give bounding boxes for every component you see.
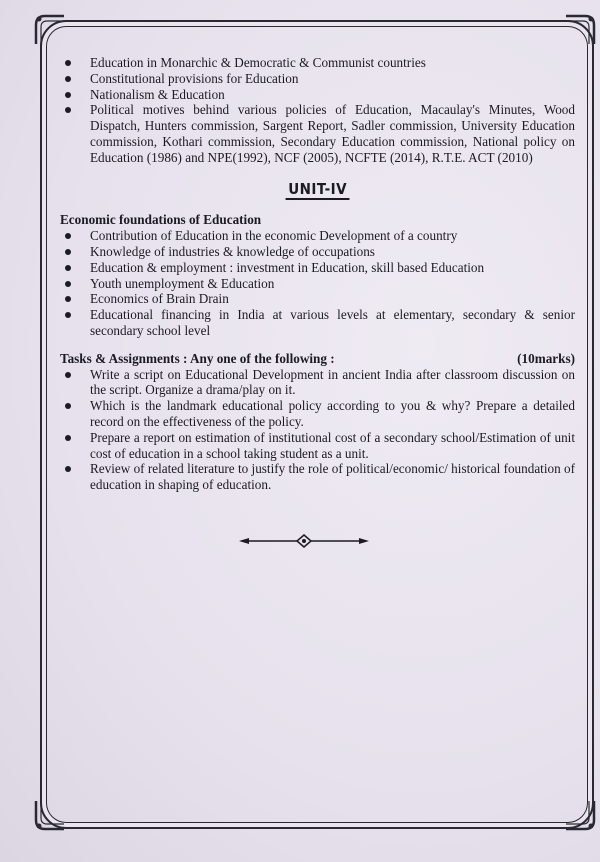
list-item: Educational financing in India at various levels at elementary, secondary & senior secondary school level xyxy=(60,307,575,339)
list-item: Youth unemployment & Education xyxy=(60,276,575,292)
list-item: Education & employment : investment in Education, skill based Education xyxy=(60,260,575,276)
top-bullet-list xyxy=(60,55,575,166)
list-item: Economics of Brain Drain xyxy=(60,291,575,307)
list-item: Political motives behind various policies of Education, Macaulay's Minutes, Wood Dispatch, Hunters commission, Sargent Report, Sadler commission, University Education commission, Kothari commission, Secondary Education commission, National policy on Education (1986) and NPE(1992), NCF (2005), NCFTE (2014), R.T.E. ACT (2010) xyxy=(60,102,575,165)
economic-list xyxy=(60,228,575,339)
list-item: Education in Monarchic & Democratic & Communist countries xyxy=(60,55,575,71)
unit-heading-text: UNIT-IV xyxy=(285,182,349,201)
ornamental-divider-icon xyxy=(239,534,369,548)
economic-section-title: Economic foundations of Education xyxy=(60,212,262,228)
tasks-title: Tasks & Assignments : Any one of the following : xyxy=(60,350,335,366)
tasks-header xyxy=(60,351,575,367)
unit-heading xyxy=(60,179,575,201)
list-item: Contribution of Education in the economic Development of a country xyxy=(60,228,575,244)
document-content xyxy=(60,55,575,493)
ornamental-corner-icon xyxy=(563,13,597,47)
ornamental-corner-icon xyxy=(563,798,597,832)
list-item: Which is the landmark educational policy according to you & why? Prepare a detailed record on the effectiveness of the policy. xyxy=(60,398,575,430)
list-item: Prepare a report on estimation of institutional cost of a secondary school/Estimation of unit cost of education in a school taking student as a unit. xyxy=(60,430,575,462)
list-item: Constitutional provisions for Education xyxy=(60,71,575,87)
list-item: Write a script on Educational Development in ancient India after classroom discussion on the script. Organize a drama/play on it. xyxy=(60,367,575,399)
list-item: Review of related literature to justify the role of political/economic/ historical foundation of education in shaping of education. xyxy=(60,461,575,493)
ornamental-corner-icon xyxy=(33,798,67,832)
list-item: Knowledge of industries & knowledge of occupations xyxy=(60,244,575,260)
tasks-marks: (10marks) xyxy=(517,350,575,366)
list-item: Nationalism & Education xyxy=(60,87,575,103)
tasks-list xyxy=(60,367,575,493)
ornamental-corner-icon xyxy=(33,13,67,47)
